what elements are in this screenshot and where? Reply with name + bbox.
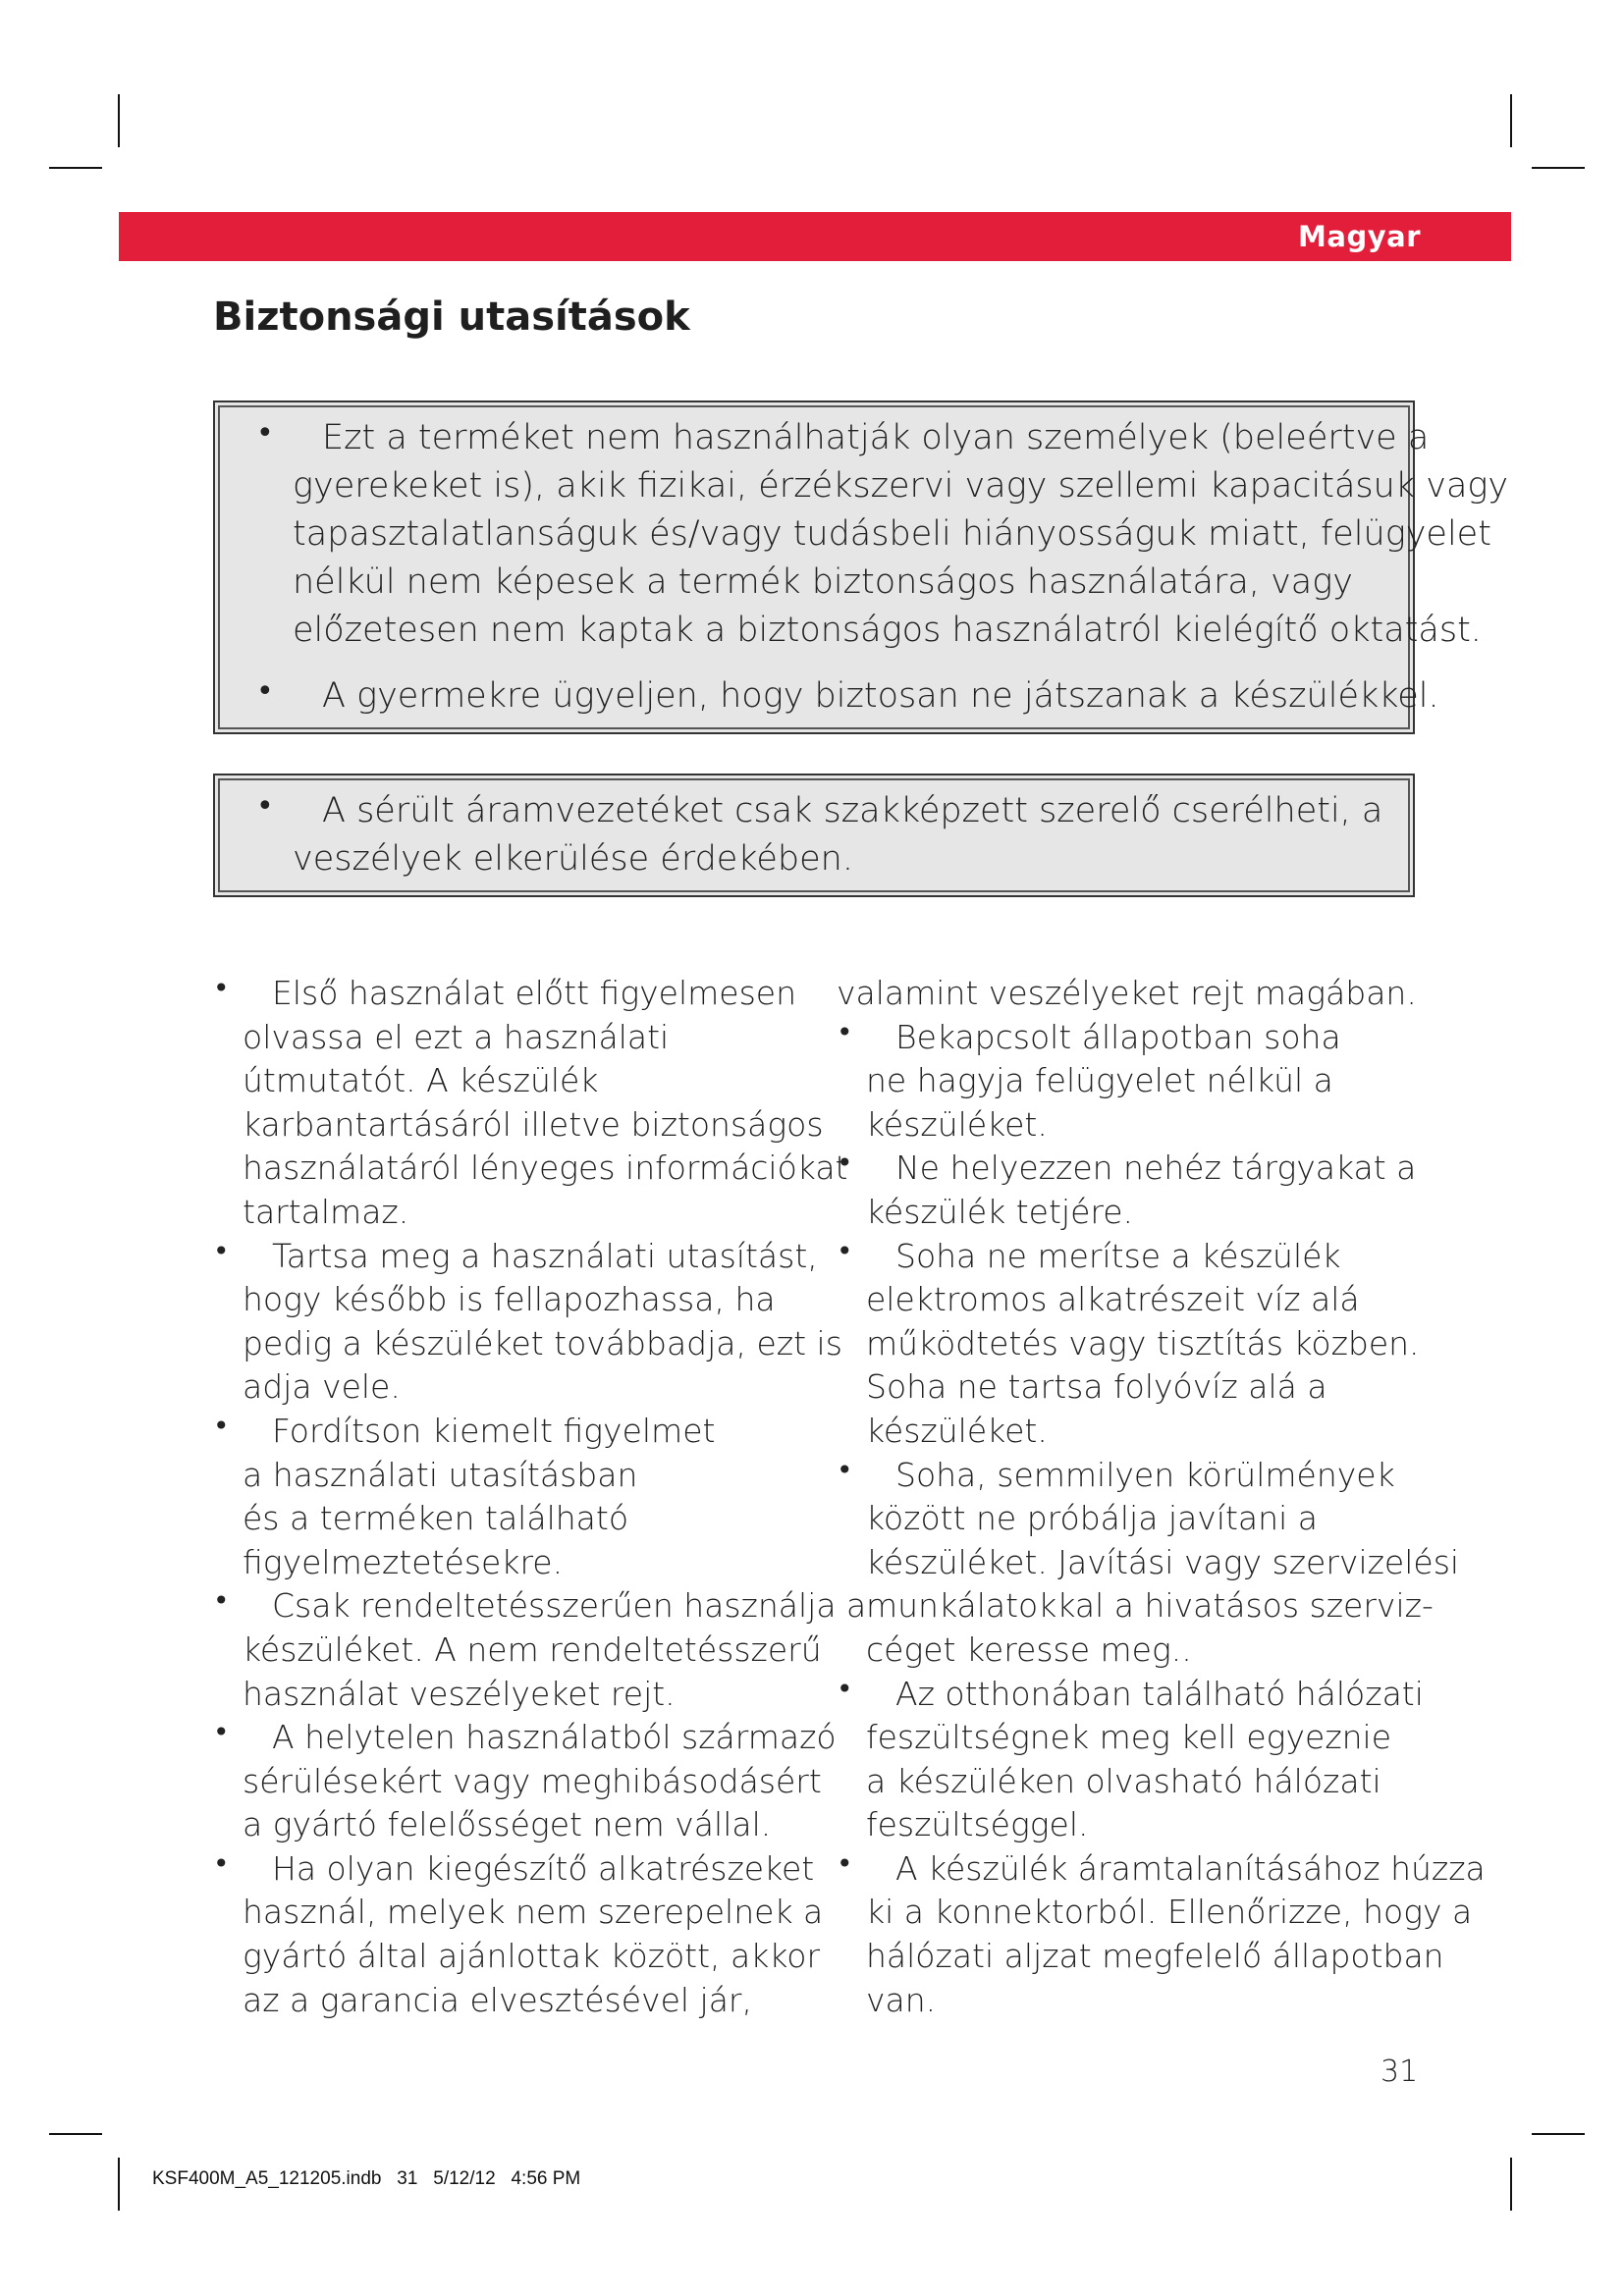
text-line: gyártó által ajánlottak között, akkor xyxy=(243,1937,821,1976)
text-line: Soha ne tartsa folyóvíz alá a xyxy=(866,1367,1327,1407)
right-column-instructions xyxy=(837,972,1486,2022)
instruction-item xyxy=(837,1454,1460,1673)
instruction-item xyxy=(213,1716,837,1847)
instruction-item xyxy=(837,1016,1445,1148)
instruction-item xyxy=(213,1584,867,1716)
text-line: • Fordítson kiemelt figyelmet xyxy=(272,1411,716,1450)
text-line: ki a konnektorból. Ellenőrizze, hogy a xyxy=(866,1893,1473,1932)
text-line: használatáról lényeges információkat xyxy=(243,1148,848,1188)
text-line: a használati utasításban xyxy=(243,1455,638,1494)
warning-bullet-item xyxy=(237,672,1439,721)
text-line: adja vele. xyxy=(243,1367,401,1407)
text-line: készüléket. xyxy=(866,1411,1048,1450)
text-line: • Ezt a terméket nem használhatják olyan személyek (beleértve a xyxy=(322,418,1430,457)
print-file-info: KSF400M_A5_121205.indb 31 5/12/12 4:56 PM xyxy=(152,2168,581,2189)
left-column-instructions xyxy=(213,972,867,2022)
page-number: 31 xyxy=(1380,2055,1419,2089)
text-line: sérülésekért vagy meghibásodásért xyxy=(243,1761,822,1800)
text-line: készülék tetjére. xyxy=(866,1192,1134,1231)
text-line: között ne próbálja javítani a xyxy=(866,1499,1318,1538)
text-line: feszültségnek meg kell egyeznie xyxy=(866,1718,1392,1757)
text-line: ne hagyja felügyelet nélkül a xyxy=(866,1061,1333,1100)
text-line: tapasztalatlanságuk és/vagy tudásbeli hiányosságuk miatt, felügyelet xyxy=(293,514,1491,554)
text-line: • Csak rendeltetésszerűen használja a xyxy=(272,1586,867,1626)
text-line: az a garancia elvesztésével jár, xyxy=(243,1980,752,2019)
text-line: figyelmeztetésekre. xyxy=(243,1542,564,1581)
warning-box-power-cord xyxy=(213,774,1415,897)
instruction-item xyxy=(213,1847,822,2022)
text-line: • A sérült áramvezetéket csak szakképzett szerelő cserélheti, a xyxy=(322,791,1383,830)
language-label: Magyar xyxy=(1298,220,1421,253)
text-line: feszültséggel. xyxy=(866,1805,1089,1844)
instruction-item xyxy=(213,972,848,1235)
text-line: a gyártó felelősséget nem vállal. xyxy=(243,1805,772,1844)
instruction-item xyxy=(837,1235,1445,1454)
text-line: • Soha, semmilyen körülmények xyxy=(895,1455,1395,1494)
crop-mark-bottom-left-vertical xyxy=(118,2158,120,2211)
text-line: és a terméken található xyxy=(243,1499,629,1538)
text-line: • Ha olyan kiegészítő alkatrészeket xyxy=(272,1848,815,1888)
warning-bullet-item xyxy=(237,787,1399,883)
continuation-line: valamint veszélyeket rejt magában. xyxy=(837,974,1417,1012)
page-title: Biztonsági utasítások xyxy=(213,294,690,340)
warning-box-children-safety xyxy=(213,400,1509,734)
text-line: pedig a készüléket továbbadja, ezt is xyxy=(243,1323,842,1362)
text-line: • A helytelen használatból származó xyxy=(272,1718,837,1757)
text-line: elektromos alkatrészeit víz alá xyxy=(866,1280,1360,1319)
text-line: • Soha ne merítse a készülék xyxy=(895,1236,1341,1275)
text-line: • Ne helyezzen nehéz tárgyakat a xyxy=(895,1148,1417,1188)
text-line: • Tartsa meg a használati utasítást, xyxy=(272,1236,818,1275)
crop-mark-top-left-vertical xyxy=(118,94,120,147)
text-line: • Első használat előtt figyelmesen xyxy=(272,974,796,1012)
instruction-item xyxy=(213,1235,842,1410)
text-line: • Bekapcsolt állapotban soha xyxy=(895,1017,1341,1056)
text-line: útmutatót. A készülék xyxy=(243,1061,599,1100)
text-line: gyerekeket is), akik fizikai, érzékszervi vagy szellemi kapacitásuk vagy xyxy=(293,466,1509,506)
instruction-item xyxy=(213,1410,822,1584)
text-line: használ, melyek nem szerepelnek a xyxy=(243,1893,824,1932)
text-line: céget keresse meg.. xyxy=(866,1629,1192,1669)
text-line: használat veszélyeket rejt. xyxy=(243,1674,676,1713)
crop-mark-bottom-right-horizontal xyxy=(1532,2133,1585,2135)
text-line: nélkül nem képesek a termék biztonságos használatára, vagy xyxy=(293,562,1353,602)
text-line: karbantartásáról illetve biztonságos xyxy=(243,1104,824,1144)
text-line: olvassa el ezt a használati xyxy=(243,1017,670,1056)
text-line: munkálatokkal a hivatásos szerviz- xyxy=(866,1586,1434,1626)
text-line: tartalmaz. xyxy=(243,1192,409,1231)
crop-mark-top-right-horizontal xyxy=(1532,167,1585,169)
text-line: készüléket. xyxy=(866,1104,1048,1144)
crop-mark-bottom-right-vertical xyxy=(1510,2158,1512,2211)
language-header-bar xyxy=(119,212,1511,261)
text-line: van. xyxy=(866,1980,937,2019)
instruction-item xyxy=(837,1847,1486,2022)
text-line: a készüléken olvasható hálózati xyxy=(866,1761,1381,1800)
instruction-item xyxy=(837,1147,1445,1234)
text-line: veszélyek elkerülése érdekében. xyxy=(293,839,853,879)
text-line: készüléket. A nem rendeltetésszerű xyxy=(243,1629,822,1669)
text-line: működtetés vagy tisztítás közben. xyxy=(866,1323,1420,1362)
crop-mark-top-left-horizontal xyxy=(49,167,102,169)
instruction-item xyxy=(837,1673,1445,1847)
text-line: • Az otthonában található hálózati xyxy=(895,1674,1424,1713)
text-line: előzetesen nem kaptak a biztonságos használatról kielégítő oktatást. xyxy=(293,611,1482,650)
text-line: hálózati aljzat megfelelő állapotban xyxy=(866,1937,1444,1976)
text-line: • A gyermekre ügyeljen, hogy biztosan ne játszanak a készülékkel. xyxy=(322,676,1439,716)
crop-mark-bottom-left-horizontal xyxy=(49,2133,102,2135)
warning-bullet-item xyxy=(237,414,1509,655)
text-line: készüléket. Javítási vagy szervizelési xyxy=(866,1542,1460,1581)
text-line: hogy később is fellapozhassa, ha xyxy=(243,1280,776,1319)
crop-mark-top-right-vertical xyxy=(1510,94,1512,147)
text-line: • A készülék áramtalanításához húzza xyxy=(895,1848,1486,1888)
